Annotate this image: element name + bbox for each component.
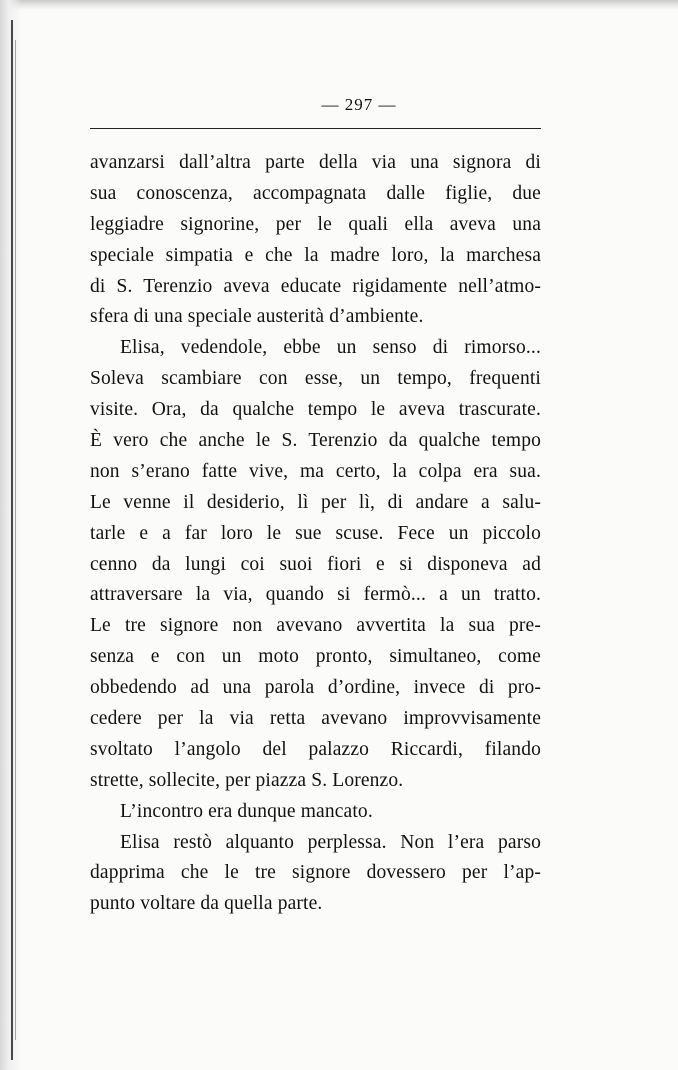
scan-top-edge <box>0 0 678 10</box>
text-line: È vero che anche le S. Terenzio da qualche tempo <box>90 430 541 452</box>
text-line: avanzarsi dall’altra parte della via una signora di <box>90 152 541 173</box>
text-line: non s’erano fatte vive, ma certo, la colpa era sua. <box>90 460 541 482</box>
text-line: visite. Ora, da qualche tempo le aveva trascurate. <box>90 399 541 421</box>
text-line: Soleva scambiare con esse, un tempo, frequenti <box>90 368 541 390</box>
text-line: leggiadre signorine, per le quali ella aveva una <box>90 213 541 235</box>
binding-shadow-line-secondary <box>15 40 16 1040</box>
text-line: strette, sollecite, per piazza S. Lorenzo. <box>90 769 404 791</box>
header-rule <box>90 128 541 129</box>
text-line: senza e con un moto pronto, simultaneo, come <box>90 646 541 668</box>
body-text <box>90 148 541 920</box>
text-line: tarle e a far loro le sue scuse. Fece un piccolo <box>90 522 541 544</box>
text-line: svoltato l’angolo del palazzo Riccardi, filando <box>90 738 541 760</box>
text-line: Le tre signore non avevano avvertita la sua pre- <box>90 615 541 637</box>
text-line: di S. Terenzio aveva educate rigidamente nell’atmo- <box>90 275 541 297</box>
text-line: Le venne il desiderio, lì per lì, di andare a salu- <box>90 491 541 513</box>
text-line: Elisa restò alquanto perplessa. Non l’era parso <box>120 831 541 853</box>
page-number: — 297 — <box>321 95 397 114</box>
text-line: cedere per la via retta avevano improvvisamente <box>90 708 541 730</box>
text-line: punto voltare da quella parte. <box>90 893 323 915</box>
text-line: cenno da lungi coi suoi fiori e si disponeva ad <box>90 553 541 575</box>
text-line: obbedendo ad una parola d’ordine, invece di pro- <box>90 677 541 699</box>
text-line: speciale simpatia e che la madre loro, la marchesa <box>90 244 541 266</box>
text-line: attraversare la via, quando si fermò... a un tratto. <box>90 584 541 606</box>
text-line: sfera di una speciale austerità d’ambiente. <box>90 306 424 328</box>
text-line: sua conoscenza, accompagnata dalle figlie, due <box>90 182 541 204</box>
text-line: Elisa, vedendole, ebbe un senso di rimorso... <box>120 337 541 359</box>
text-line: L’incontro era dunque mancato. <box>120 800 373 822</box>
binding-shadow-line <box>11 20 13 1060</box>
page-header <box>0 95 678 115</box>
text-line: dapprima che le tre signore dovessero per l’ap- <box>90 862 541 884</box>
